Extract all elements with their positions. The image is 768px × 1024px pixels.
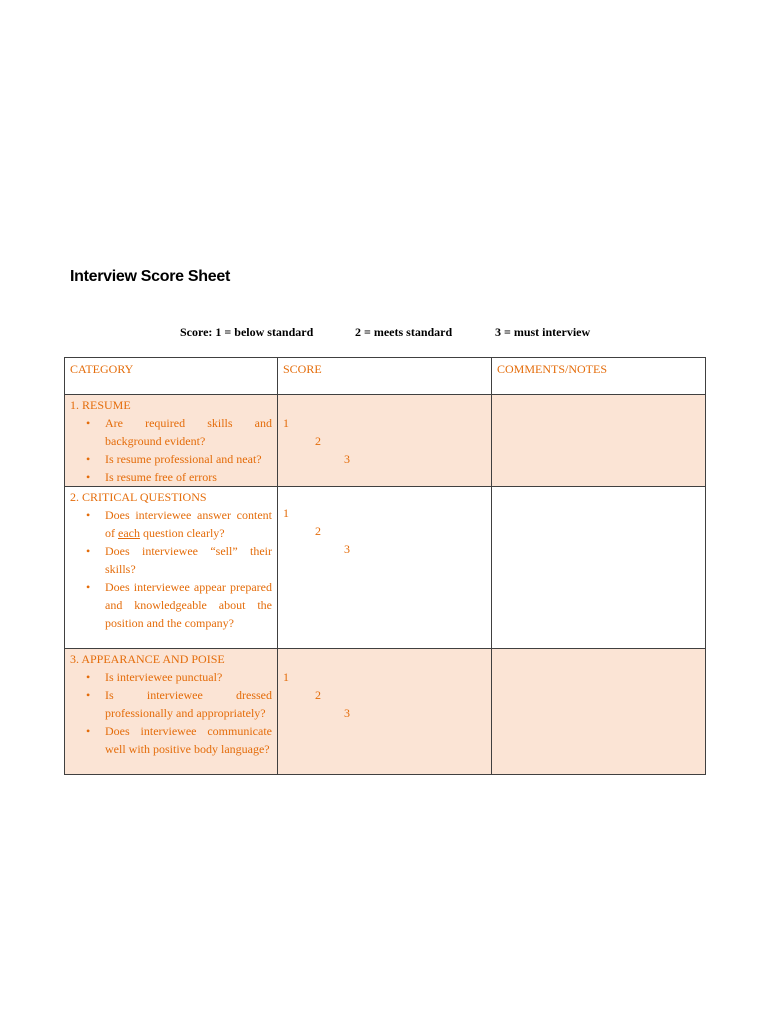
question-item: • Is interviewee punctual? [105,668,272,686]
score-option-2[interactable]: 2 [315,524,321,538]
table-row-appearance-poise [65,649,706,775]
table-row-resume [65,395,706,487]
category-cell [65,649,278,775]
legend-item-must-interview: 3 = must interview [495,325,591,339]
score-option-3[interactable]: 3 [344,452,350,466]
question-item: • Are required skills and background evident? [105,414,272,450]
question-item: • Does interviewee answer content of each question clearly? [105,506,272,542]
score-option-2[interactable]: 2 [315,434,321,448]
category-cell [65,395,278,487]
question-list [65,668,277,758]
table-row-critical-questions [65,487,706,649]
category-title: 1. RESUME [70,398,131,412]
score-option-2[interactable]: 2 [315,688,321,702]
score-cell[interactable] [278,487,492,649]
score-legend [0,325,768,341]
page-title: Interview Score Sheet [70,268,230,285]
score-option-3[interactable]: 3 [344,706,350,720]
score-option-1[interactable]: 1 [283,506,289,520]
question-item: • Is interviewee dressed professionally and appropriately? [105,686,272,722]
question-item: • Does interviewee “sell” their skills? [105,542,272,578]
question-list [65,414,277,486]
comments-cell[interactable] [492,395,706,487]
emphasis-text: each [118,526,140,540]
score-table [64,357,706,775]
question-item: • Is resume free of errors [105,468,272,486]
score-option-1[interactable]: 1 [283,670,289,684]
question-item: • Does interviewee appear prepared and knowledgeable about the position and the company? [105,578,272,632]
table-header-row [65,358,706,395]
header-category: CATEGORY [65,358,278,395]
score-cell[interactable] [278,395,492,487]
score-cell[interactable] [278,649,492,775]
score-option-1[interactable]: 1 [283,416,289,430]
comments-cell[interactable] [492,487,706,649]
legend-item-below-standard: Score: 1 = below standard [180,325,314,339]
category-title: 3. APPEARANCE AND POISE [70,652,225,666]
score-option-3[interactable]: 3 [344,542,350,556]
comments-cell[interactable] [492,649,706,775]
question-list [65,506,277,632]
legend-item-meets-standard: 2 = meets standard [355,325,453,339]
question-item: • Is resume professional and neat? [105,450,272,468]
header-comments: COMMENTS/NOTES [492,358,706,395]
category-cell [65,487,278,649]
category-title: 2. CRITICAL QUESTIONS [70,490,207,504]
header-score: SCORE [278,358,492,395]
question-item: • Does interviewee communicate well with positive body language? [105,722,272,758]
